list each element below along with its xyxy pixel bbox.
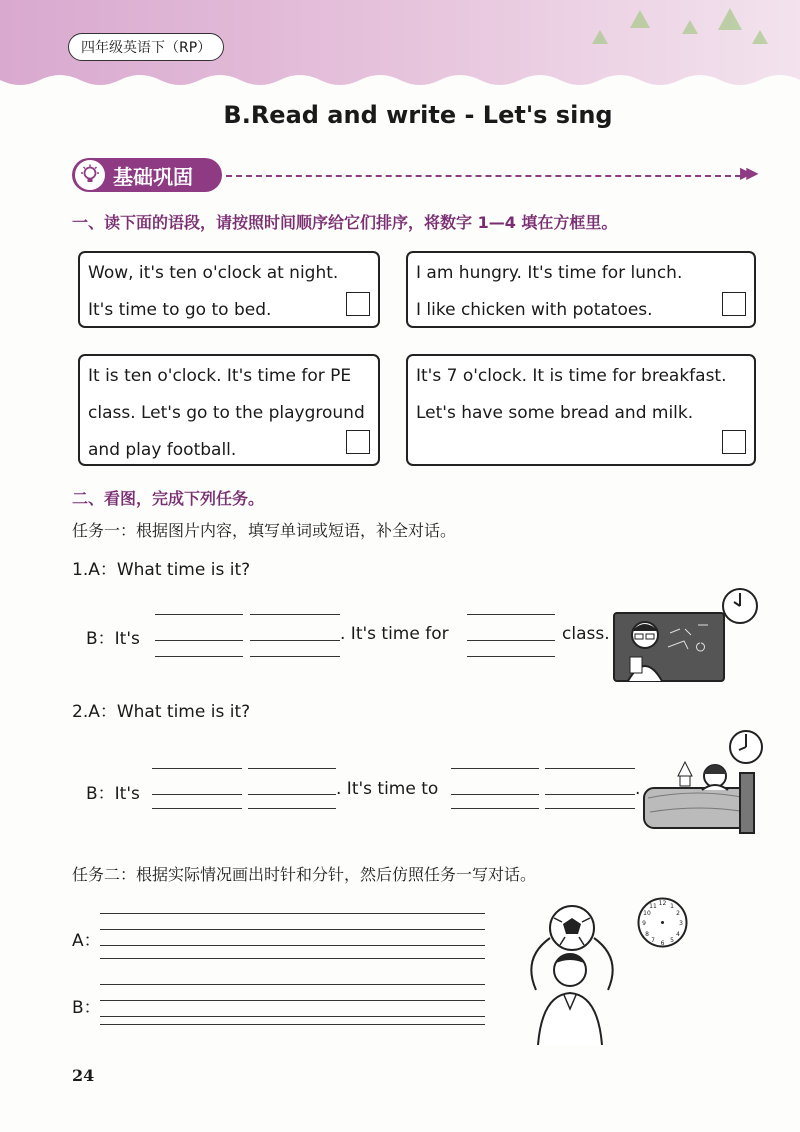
card-line: It's time to go to bed.: [88, 300, 272, 320]
blank-line[interactable]: [451, 808, 539, 809]
answer-line[interactable]: [100, 929, 485, 930]
blank-line[interactable]: [545, 808, 635, 809]
item1-b-mid: . It's time for: [340, 624, 449, 644]
svg-text:11: 11: [649, 903, 657, 910]
svg-text:2: 2: [676, 910, 680, 917]
answer-line[interactable]: [100, 1024, 485, 1025]
section-banner: [72, 158, 222, 192]
svg-text:5: 5: [670, 937, 674, 944]
blank-line[interactable]: [545, 794, 635, 795]
story-card: [78, 354, 380, 466]
section-banner-label: 基础巩固: [113, 164, 193, 189]
svg-text:10: 10: [643, 910, 651, 917]
blank-line[interactable]: [155, 614, 243, 615]
blank-line[interactable]: [152, 768, 242, 769]
story-card: [406, 251, 756, 328]
page-number: 24: [72, 1066, 95, 1085]
blank-line[interactable]: [152, 794, 242, 795]
svg-text:9: 9: [642, 920, 646, 927]
blank-line[interactable]: [467, 640, 555, 641]
answer-line[interactable]: [100, 1016, 485, 1017]
card-line: I like chicken with potatoes.: [416, 300, 653, 320]
svg-text:4: 4: [676, 931, 680, 938]
task2-b-label: B：: [72, 998, 101, 1018]
blank-line[interactable]: [250, 656, 340, 657]
answer-line[interactable]: [100, 1000, 485, 1001]
svg-text:12: 12: [658, 900, 667, 907]
svg-text:1: 1: [670, 903, 674, 910]
answer-line[interactable]: [100, 984, 485, 985]
answer-box[interactable]: [722, 292, 746, 316]
card-line: It's 7 o'clock. It is time for breakfast.: [416, 366, 727, 386]
blank-line[interactable]: [250, 614, 340, 615]
blank-line[interactable]: [467, 614, 555, 615]
item1-b-suffix: class.: [562, 624, 610, 644]
card-line: Let's have some bread and milk.: [416, 403, 694, 423]
card-line: Wow, it's ten o'clock at night.: [88, 263, 339, 283]
svg-text:7: 7: [651, 937, 655, 944]
task2-a-label: A：: [72, 931, 101, 951]
card-line: It is ten o'clock. It's time for PE: [88, 366, 352, 386]
q2-instruction: 二、看图，完成下列任务。: [72, 489, 265, 508]
blank-line[interactable]: [155, 656, 243, 657]
story-card: [406, 354, 756, 466]
item2-b-suffix: .: [635, 779, 641, 799]
svg-text:6: 6: [660, 940, 665, 947]
task1-instruction: 任务一：根据图片内容，填写单词或短语，补全对话。: [72, 521, 457, 540]
story-card: [78, 251, 380, 328]
card-line: and play football.: [88, 440, 237, 460]
blank-line[interactable]: [545, 768, 635, 769]
blank-line[interactable]: [248, 808, 336, 809]
answer-line[interactable]: [100, 913, 485, 914]
blank-line[interactable]: [451, 794, 539, 795]
answer-line[interactable]: [100, 945, 485, 946]
blank-line[interactable]: [250, 640, 340, 641]
card-line: I am hungry. It's time for lunch.: [416, 263, 683, 283]
answer-box[interactable]: [346, 292, 370, 316]
item1-b-prefix: B：It's: [86, 629, 140, 649]
blank-line[interactable]: [451, 768, 539, 769]
clock-icon: [727, 728, 765, 766]
blank-line[interactable]: [248, 768, 336, 769]
page-title: B.Read and write - Let's sing: [223, 101, 613, 129]
boy-with-football-illustration: [520, 900, 620, 1045]
book-tag: 四年级英语下（RP）: [68, 33, 224, 61]
blank-line[interactable]: [155, 640, 243, 641]
blank-line[interactable]: [248, 794, 336, 795]
item2-question: 2.A：What time is it?: [72, 702, 251, 722]
svg-text:3: 3: [679, 920, 683, 927]
item1-question: 1.A：What time is it?: [72, 560, 251, 580]
answer-line[interactable]: [100, 958, 485, 959]
card-line: class. Let's go to the playground: [88, 403, 365, 423]
clock-icon: [720, 586, 760, 626]
svg-text:8: 8: [645, 931, 649, 938]
answer-box[interactable]: [346, 430, 370, 454]
blank-line[interactable]: [152, 808, 242, 809]
double-arrow-icon: ▶▶: [740, 163, 753, 182]
item2-b-prefix: B：It's: [86, 784, 140, 804]
blank-line[interactable]: [467, 656, 555, 657]
item2-b-mid: . It's time to: [336, 779, 439, 799]
banner-dashed-line: [226, 175, 741, 177]
blank-clock-icon[interactable]: [635, 895, 690, 950]
task2-instruction: 任务二：根据实际情况画出时针和分针，然后仿照任务一写对话。: [72, 865, 537, 884]
q1-instruction: 一、读下面的语段，请按照时间顺序给它们排序，将数字 1—4 填在方框里。: [72, 213, 618, 232]
answer-box[interactable]: [722, 430, 746, 454]
lightbulb-icon: [75, 160, 105, 190]
